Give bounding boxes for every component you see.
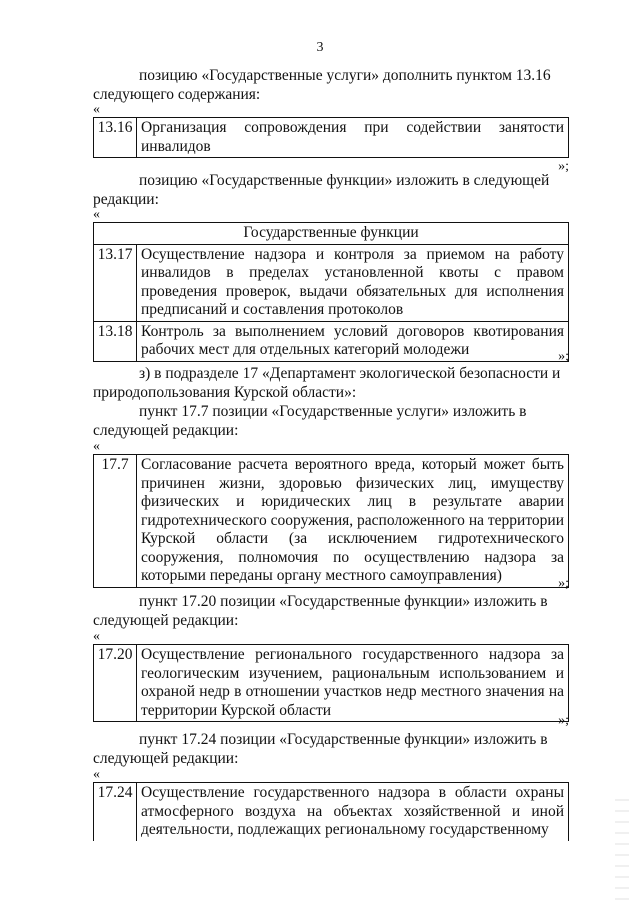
quote-open: « <box>93 629 100 644</box>
item-text: Осуществление государственного надзора в области охраны атмосферного воздуха на объектах хозяйственной и иной деятельности, подлежащих региональному государственному <box>137 783 569 841</box>
quote-open: « <box>93 102 100 117</box>
item-text: Осуществление надзора и контроля за приемом на работу инвалидов в пределах установленной квоты с правом проведения проверок, выдачи обязательных для исполнения предписаний и составления протоколов <box>137 244 569 321</box>
paragraph-text: пункт 17.20 позиции «Государственные функции» изложить в следующей редакции: <box>93 593 548 629</box>
table-row <box>94 244 569 321</box>
item-number: 13.17 <box>94 244 137 321</box>
table-17-20 <box>93 644 569 722</box>
item-text: Контроль за выполнением условий договоров квотирования рабочих мест для отдельных категорий молодежи <box>137 321 569 361</box>
paragraph-text: позицию «Государственные услуги» дополнить пунктом 13.16 следующего содержания: <box>93 67 551 103</box>
paragraph-subsection-17 <box>93 364 569 402</box>
item-text: Согласование расчета вероятного вреда, который может быть причинен жизни, здоровью физических лиц, имуществу физических и юридических лиц в результате аварии гидротехнического сооружения, расположенного на территории Курской области (за исключением гидротехнического сооружения, полномочия по осуществлению надзора за которыми переданы органу местного самоуправления) <box>137 455 569 588</box>
paragraph-item-17-7 <box>93 402 569 440</box>
paragraph-state-functions <box>93 171 569 209</box>
paragraph-text: пункт 17.24 позиции «Государственные функции» изложить в следующей редакции: <box>93 731 548 767</box>
table-header: Государственные функции <box>94 223 569 245</box>
table-row <box>94 645 569 722</box>
paragraph-text: з) в подразделе 17 «Департамент экологической безопасности и природопользования Курской области»: <box>93 365 561 401</box>
table-17-7 <box>93 454 569 588</box>
quote-close: »; <box>558 713 569 728</box>
scan-margin-artifact <box>615 790 629 900</box>
table-row <box>94 455 569 588</box>
page-number: 3 <box>316 40 324 55</box>
table-row <box>94 321 569 361</box>
paragraph-text: пункт 17.7 позиции «Государственные услуги» изложить в следующей редакции: <box>93 403 527 439</box>
item-number: 17.7 <box>94 455 137 588</box>
item-text: Осуществление регионального государственного надзора за геологическим изучением, рациональным использованием и охраной недр в отношении участков недр местного значения на территории Курской области <box>137 645 569 722</box>
paragraph-add-item-13-16 <box>93 66 569 104</box>
quote-close: »; <box>558 159 569 174</box>
item-number: 13.18 <box>94 321 137 361</box>
table-header-row <box>94 223 569 245</box>
table-17-24 <box>93 782 569 841</box>
table-13-16 <box>93 117 569 158</box>
table-row <box>94 118 569 158</box>
quote-open: « <box>93 767 100 782</box>
table-row <box>94 783 569 841</box>
item-number: 17.24 <box>94 783 137 841</box>
item-number: 17.20 <box>94 645 137 722</box>
paragraph-text: позицию «Государственные функции» изложить в следующей редакции: <box>93 172 550 208</box>
paragraph-item-17-24 <box>93 730 569 768</box>
item-number: 13.16 <box>94 118 137 158</box>
quote-close: »; <box>558 576 569 591</box>
table-state-functions <box>93 222 569 362</box>
quote-open: « <box>93 439 100 454</box>
quote-close: »; <box>558 349 569 364</box>
quote-open: « <box>93 207 100 222</box>
paragraph-item-17-20 <box>93 592 569 630</box>
item-text: Организация сопровождения при содействии занятости инвалидов <box>137 118 569 158</box>
